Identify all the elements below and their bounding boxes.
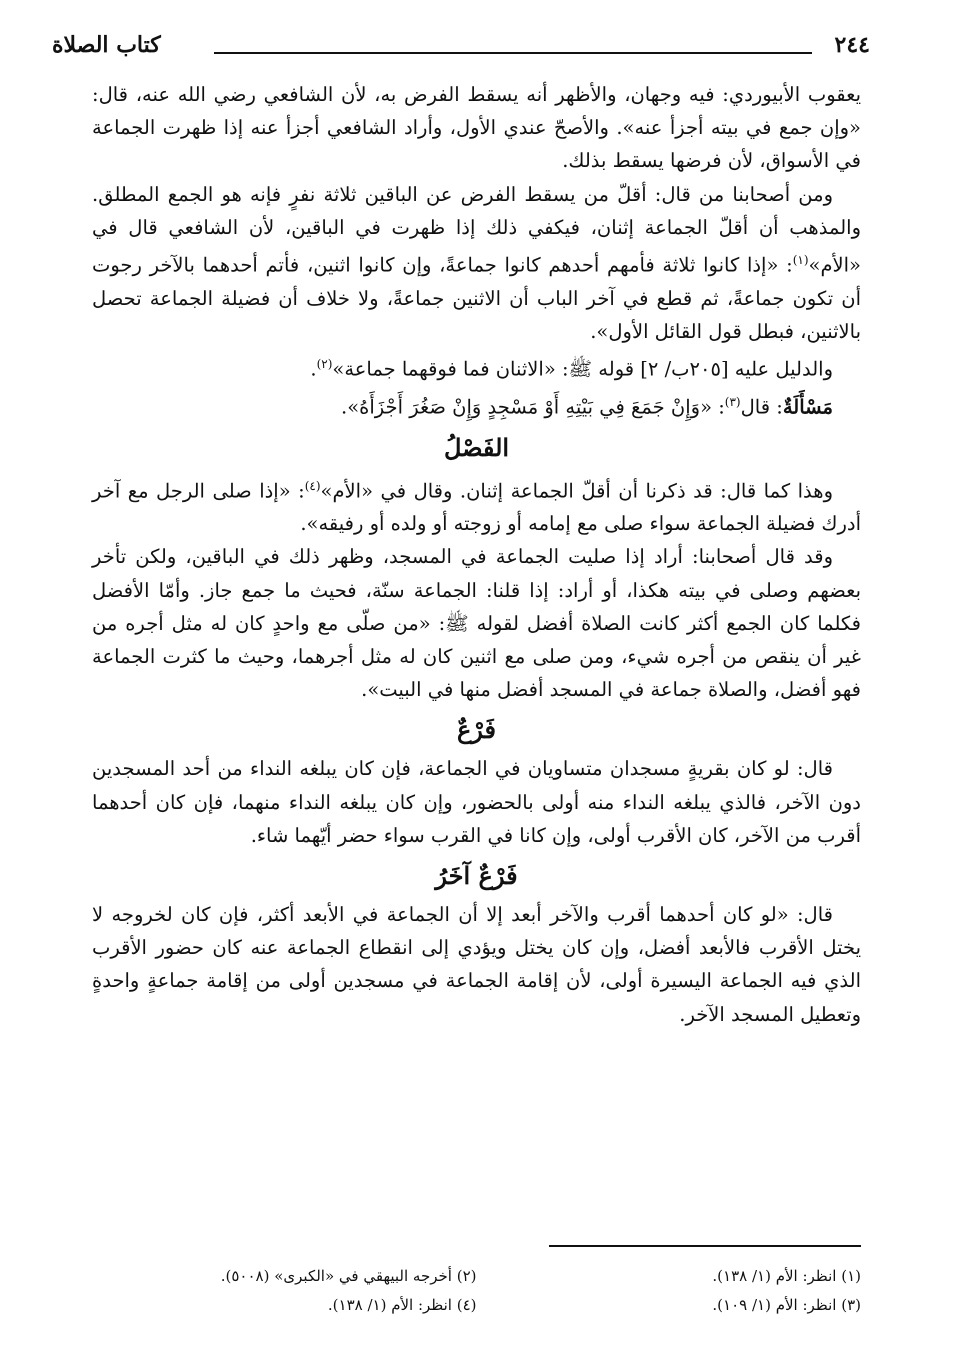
paragraph-5 <box>92 470 861 541</box>
paragraph-4-a: : قال <box>740 395 783 419</box>
page-number: ٢٤٤ <box>834 32 870 58</box>
main-text <box>92 78 861 1031</box>
running-header <box>52 30 870 70</box>
paragraph-7: قال: لو كان بقريةٍ مسجدان متساويان في الجماعة، فإن كان يبلغه النداء من أحد المسجدين دون الآخر، فالذي يبلغه النداء منه أولى بالحضور، وإن كان يبلغه النداء منهما، فإن كان أحدهما أقرب من الآخر، كان الأقرب أولى، وإن كانا في القرب سواء حضر أيّهما شاء. <box>92 757 861 847</box>
paragraph-6: وقد قال أصحابنا: أراد إذا صليت الجماعة في المسجد، وظهر ذلك في الباقين، ولكن تأخر بعضهم وصلى في بيته هكذا، أو أراد: إذا قلنا: الجماعة سنّة، فحيث ما جمع جاز. وأمّا الأفضل فكلما كان الجمع أكثر كانت الصلاة أفضل لقوله ﷺ: «من صلّى مع واحدٍ كان له مثل أجره من غير أن ينقص من أجره شيء، ومن صلى مع اثنين كان له مثل أجرهما، وحيث ما كثرت الجماعة فهو أفضل، والصلاة جماعة في المسجد أفضل منها في البيت». <box>92 545 861 702</box>
footnote-3: (٣) انظر: الأم (١/ ١٠٩). <box>712 1296 861 1314</box>
paragraph-3 <box>92 348 861 386</box>
footnote-rule <box>549 1245 861 1247</box>
footnote-ref-4: (٤) <box>304 478 321 493</box>
footnote-ref-1: (١) <box>792 253 809 268</box>
header-rule <box>214 52 812 54</box>
section-heading-fasl: الفَصْلُ <box>443 432 510 462</box>
footnote-ref-3: (٣) <box>724 394 741 409</box>
paragraph-2 <box>92 178 861 349</box>
footnote-row-2 <box>92 1291 861 1320</box>
paragraph-3-text: والدليل عليه [٢٠٥ب/ ٢] قوله ﷺ: «الاثنان فما فوقهما جماعة» <box>332 357 833 381</box>
footnote-4: (٤) انظر: الأم (١/ ١٣٨). <box>327 1296 477 1314</box>
paragraph-5-rest: : «إذا صلى الرجل مع آخر أدرك فضيلة الجماعة سواء صلى مع إمامه أو زوجته أو ولده أو رفيقه». <box>92 479 861 536</box>
footnote-row-1 <box>92 1262 861 1291</box>
footnote-2: (٢) أخرجه البيهقي في «الكبرى» (٥٠٠٨). <box>220 1267 477 1285</box>
paragraph-2-text: ومن أصحابنا من قال: أقلّ من يسقط الفرض عن الباقين ثلاثة نفرٍ فإنه هو الجمع المطلق. والمذهب أن أقلّ الجماعة إثنان، فيكفي ذلك إذا ظهرت في الباقين، لأن الشافعي قال في «الأم» <box>92 182 861 277</box>
paragraph-3-end: . <box>310 357 317 381</box>
paragraph-8: قال: «لو كان أحدهما أقرب والآخر أبعد إلا أن الجماعة في الأبعد أكثر، فإن كان لخروجه لا يختل الأقرب فالأبعد أفضل، وإن كان يختل ويؤدي إلى انقطاع الجماعة عنه كان حضور الأقرب الذي فيه الجماعة اليسيرة أولى، لأن إقامة الجماعة في مسجدين أولى من إقامة جماعةٍ واحدةٍ وتعطيل المسجد الآخر. <box>92 903 861 1026</box>
footnote-1: (١) انظر: الأم (١/ ١٣٨). <box>712 1267 861 1285</box>
masala-label: مَسْأَلَةٌ <box>782 395 833 419</box>
paragraph-2-rest: : «إذا كانوا ثلاثة فأمهم أحدهم كانوا جماعةً، وإن كانوا اثنين، فأتم أحدهما بالآخر رجوت أن تكون جماعةً، ثم قطع في آخر الباب أن الاثنين جماعةً، ولا خلاف أن فضيلة الجماعة تحصل بالاثنين، فبطل قول القائل الأول». <box>92 253 861 343</box>
footnote-ref-2: (٢) <box>316 357 333 372</box>
paragraph-5-text: وهذا كما قال: قد ذكرنا أن أقلّ الجماعة إثنان. وقال في «الأم» <box>320 479 833 503</box>
book-title: كتاب الصلاة <box>52 32 161 58</box>
paragraph-1: يعقوب الأبيوردي: فيه وجهان، والأظهر أنه يسقط الفرض به، لأن الشافعي رضي الله عنه، قال: «وإن جمع في بيته أجزأ عنه». والأصحّ عندي الأول، وأراد الشافعي أجزأ عنه إذا ظهرت الجماعة في الأسواق، لأن فرضها يسقط بذلك. <box>92 83 861 173</box>
paragraph-4-b: : «وَإِنْ جَمَعَ فِي بَيْتِهِ أَوْ مَسْجِدٍ وَإِنْ صَغُرَ أَجْزَأَهُ». <box>341 395 725 419</box>
paragraph-4 <box>92 386 861 424</box>
section-heading-far: فَرْعٌ <box>456 715 497 745</box>
footnotes <box>92 1262 861 1320</box>
section-heading-far-akhar: فَرْعٌ آخَرُ <box>435 861 518 891</box>
